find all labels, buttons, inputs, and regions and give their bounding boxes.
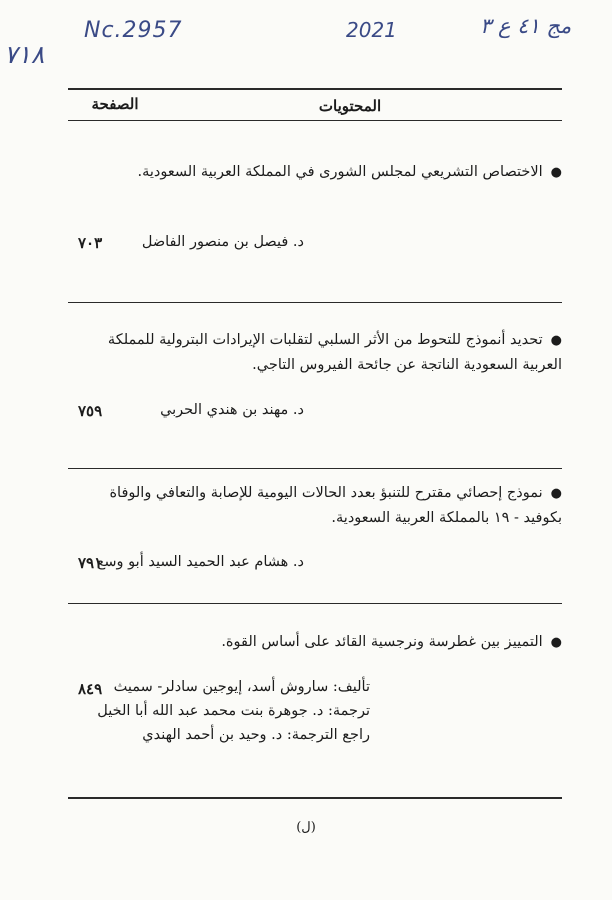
bullet-icon: ● [550,333,562,348]
handwritten-year: 2021 [346,18,397,42]
credit-author: تأليف: ساروش أسد، إيوجين سادلر- سميث [113,679,370,695]
bullet-icon: ● [550,635,562,650]
handwritten-volume-issue: مج ٤١ ع ٣ [480,14,572,38]
toc-entry-page[interactable]: ٧٠٣ [78,234,103,252]
handwritten-page-number: ٧١٨ [4,40,45,69]
toc-entry-page[interactable]: ٧٥٩ [78,402,103,420]
toc-entry-title[interactable]: ●التمييز بين غطرسة ونرجسية القائد على أساس القوة. [92,630,562,655]
bullet-icon: ● [550,486,562,501]
page-marker: (ل) [296,820,316,835]
header-rule [68,120,562,121]
handwritten-catalog-code: Nc.2957 [84,18,183,43]
toc-entry-title[interactable]: ●نموذج إحصائي مقترح للتنبؤ بعدد الحالات اليومية للإصابة والتعافي والوفاة بكوفيد - ١٩ بالمملكة العربية السعودية. [92,481,562,531]
entry-divider [68,302,562,303]
top-rule [68,88,562,90]
contents-heading: المحتويات [318,97,382,115]
toc-entry-author: د. هشام عبد الحميد السيد أبو وسع [96,554,304,570]
page-column-heading: الصفحة [91,95,139,113]
toc-entry-title[interactable]: ●تحديد أنموذج للتحوط من الأثر السلبي لتقلبات الإيرادات البترولية للمملكة العربية السعودية الناتجة عن جائحة الفيروس التاجي. [92,328,562,378]
toc-entry-page[interactable]: ٨٤٩ [78,680,103,698]
entry-divider [68,603,562,604]
toc-entry-page[interactable]: ٧٩١ [78,554,103,572]
bottom-rule [68,797,562,799]
credit-translator: ترجمة: د. جوهرة بنت محمد عبد الله أبا الخيل [97,703,370,719]
credit-reviewer: راجع الترجمة: د. وحيد بن أحمد الهندي [142,727,370,743]
toc-entry-author: د. مهند بن هندي الحربي [160,402,304,418]
toc-entry-credits [97,675,370,747]
bullet-icon: ● [550,165,562,180]
entry-divider [68,468,562,469]
toc-entry-author: د. فيصل بن منصور الفاضل [141,234,304,250]
toc-entry-title[interactable]: ●الاختصاص التشريعي لمجلس الشورى في المملكة العربية السعودية. [92,160,562,185]
